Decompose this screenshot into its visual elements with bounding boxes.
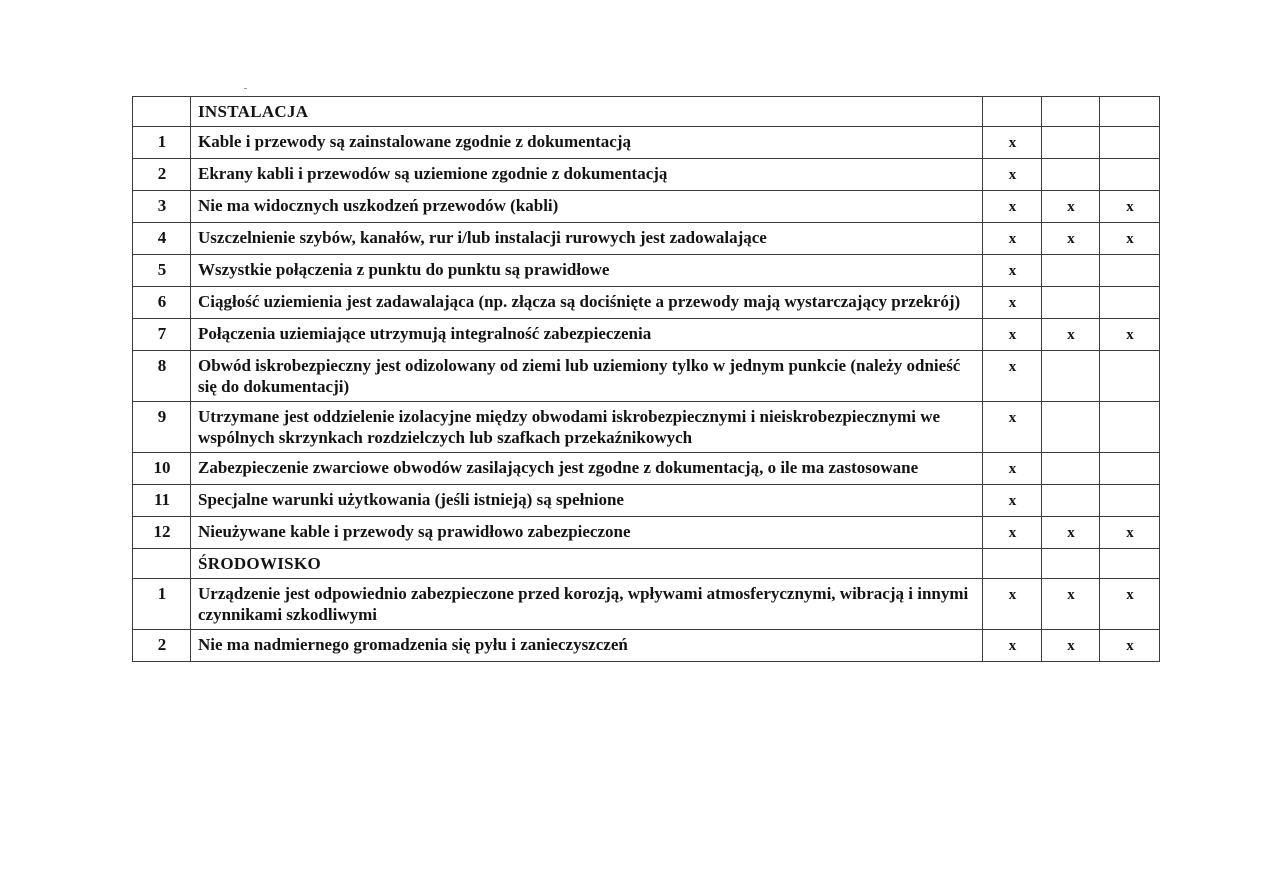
mark-cell-2 bbox=[1042, 127, 1100, 159]
inspection-checklist-table bbox=[132, 96, 1160, 662]
mark-cell-2 bbox=[1042, 579, 1100, 630]
item-number: 9 bbox=[133, 402, 191, 453]
mark-cell-1 bbox=[983, 159, 1042, 191]
check-mark: x bbox=[1126, 525, 1134, 541]
section-mark-cell bbox=[1042, 549, 1100, 579]
check-mark: x bbox=[1008, 638, 1017, 654]
item-description: Kable i przewody są zainstalowane zgodnie z dokumentacją bbox=[191, 127, 983, 159]
section-header-row bbox=[133, 549, 1160, 579]
checklist-row bbox=[133, 630, 1160, 662]
checklist-row bbox=[133, 159, 1160, 191]
mark-cell-1 bbox=[983, 517, 1042, 549]
section-header-row bbox=[133, 97, 1160, 127]
mark-cell-3 bbox=[1100, 255, 1160, 287]
mark-cell-1 bbox=[983, 351, 1042, 402]
item-number: 2 bbox=[133, 159, 191, 191]
checklist-row bbox=[133, 319, 1160, 351]
check-mark: x bbox=[1008, 525, 1017, 541]
mark-cell-2 bbox=[1042, 351, 1100, 402]
mark-cell-2 bbox=[1042, 402, 1100, 453]
section-mark-cell bbox=[983, 549, 1042, 579]
mark-cell-1 bbox=[983, 453, 1042, 485]
section-mark-cell bbox=[1100, 97, 1160, 127]
mark-cell-2 bbox=[1042, 255, 1100, 287]
mark-cell-3 bbox=[1100, 453, 1160, 485]
item-number: 6 bbox=[133, 287, 191, 319]
check-mark: x bbox=[1008, 410, 1017, 426]
mark-cell-1 bbox=[983, 287, 1042, 319]
mark-cell-1 bbox=[983, 127, 1042, 159]
item-description: Urządzenie jest odpowiednio zabezpieczone przed korozją, wpływami atmosferycznymi, wibracją i innymi czynnikami szkodliwymi bbox=[191, 579, 983, 630]
mark-cell-2 bbox=[1042, 517, 1100, 549]
item-number: 8 bbox=[133, 351, 191, 402]
check-mark: x bbox=[1008, 167, 1017, 183]
scan-speck bbox=[244, 88, 247, 89]
check-mark: x bbox=[1067, 231, 1075, 247]
item-number: 3 bbox=[133, 191, 191, 223]
mark-cell-1 bbox=[983, 579, 1042, 630]
checklist-row bbox=[133, 255, 1160, 287]
item-description: Specjalne warunki użytkowania (jeśli istnieją) są spełnione bbox=[191, 485, 983, 517]
item-description: Nie ma widocznych uszkodzeń przewodów (kabli) bbox=[191, 191, 983, 223]
check-mark: x bbox=[1126, 199, 1134, 215]
mark-cell-2 bbox=[1042, 319, 1100, 351]
section-title: ŚRODOWISKO bbox=[191, 549, 983, 579]
mark-cell-2 bbox=[1042, 159, 1100, 191]
check-mark: x bbox=[1008, 359, 1017, 375]
mark-cell-3 bbox=[1100, 630, 1160, 662]
check-mark: x bbox=[1126, 587, 1134, 603]
section-number-cell bbox=[133, 549, 191, 579]
item-description: Ekrany kabli i przewodów są uziemione zgodnie z dokumentacją bbox=[191, 159, 983, 191]
check-mark: x bbox=[1008, 493, 1017, 509]
item-number: 4 bbox=[133, 223, 191, 255]
mark-cell-3 bbox=[1100, 127, 1160, 159]
mark-cell-3 bbox=[1100, 485, 1160, 517]
check-mark: x bbox=[1008, 327, 1017, 343]
mark-cell-3 bbox=[1100, 402, 1160, 453]
item-number: 1 bbox=[133, 127, 191, 159]
check-mark: x bbox=[1008, 263, 1017, 279]
checklist-row bbox=[133, 485, 1160, 517]
item-number: 1 bbox=[133, 579, 191, 630]
checklist-row bbox=[133, 351, 1160, 402]
mark-cell-1 bbox=[983, 485, 1042, 517]
item-number: 2 bbox=[133, 630, 191, 662]
mark-cell-2 bbox=[1042, 223, 1100, 255]
section-mark-cell bbox=[983, 97, 1042, 127]
mark-cell-3 bbox=[1100, 319, 1160, 351]
section-mark-cell bbox=[1100, 549, 1160, 579]
mark-cell-3 bbox=[1100, 191, 1160, 223]
mark-cell-3 bbox=[1100, 579, 1160, 630]
check-mark: x bbox=[1126, 638, 1134, 654]
mark-cell-3 bbox=[1100, 351, 1160, 402]
check-mark: x bbox=[1067, 587, 1075, 603]
check-mark: x bbox=[1126, 327, 1134, 343]
check-mark: x bbox=[1008, 199, 1017, 215]
checklist-row bbox=[133, 579, 1160, 630]
item-description: Nieużywane kable i przewody są prawidłowo zabezpieczone bbox=[191, 517, 983, 549]
mark-cell-3 bbox=[1100, 223, 1160, 255]
item-number: 10 bbox=[133, 453, 191, 485]
mark-cell-2 bbox=[1042, 453, 1100, 485]
item-description: Obwód iskrobezpieczny jest odizolowany od ziemi lub uziemiony tylko w jednym punkcie (należy odnieść się do dokumentacji) bbox=[191, 351, 983, 402]
mark-cell-1 bbox=[983, 223, 1042, 255]
mark-cell-2 bbox=[1042, 191, 1100, 223]
mark-cell-1 bbox=[983, 319, 1042, 351]
mark-cell-2 bbox=[1042, 485, 1100, 517]
checklist-row bbox=[133, 287, 1160, 319]
section-mark-cell bbox=[1042, 97, 1100, 127]
mark-cell-3 bbox=[1100, 287, 1160, 319]
check-mark: x bbox=[1067, 525, 1075, 541]
item-description: Połączenia uziemiające utrzymują integralność zabezpieczenia bbox=[191, 319, 983, 351]
check-mark: x bbox=[1067, 638, 1075, 654]
check-mark: x bbox=[1067, 327, 1075, 343]
section-title: INSTALACJA bbox=[191, 97, 983, 127]
item-number: 12 bbox=[133, 517, 191, 549]
mark-cell-2 bbox=[1042, 287, 1100, 319]
checklist-row bbox=[133, 517, 1160, 549]
mark-cell-1 bbox=[983, 191, 1042, 223]
checklist-row bbox=[133, 453, 1160, 485]
mark-cell-1 bbox=[983, 402, 1042, 453]
item-number: 5 bbox=[133, 255, 191, 287]
mark-cell-3 bbox=[1100, 517, 1160, 549]
checklist-row bbox=[133, 191, 1160, 223]
checklist-body bbox=[133, 97, 1160, 662]
item-description: Utrzymane jest oddzielenie izolacyjne między obwodami iskrobezpiecznymi i nieiskrobezpiecznymi we wspólnych skrzynkach rozdzielczych lub szafkach przekaźnikowych bbox=[191, 402, 983, 453]
item-description: Uszczelnienie szybów, kanałów, rur i/lub instalacji rurowych jest zadowalające bbox=[191, 223, 983, 255]
mark-cell-1 bbox=[983, 255, 1042, 287]
item-description: Zabezpieczenie zwarciowe obwodów zasilających jest zgodne z dokumentacją, o ile ma zastosowane bbox=[191, 453, 983, 485]
checklist-row bbox=[133, 223, 1160, 255]
item-description: Ciągłość uziemienia jest zadawalająca (np. złącza są dociśnięte a przewody mają wystarczający przekrój) bbox=[191, 287, 983, 319]
checklist-row bbox=[133, 127, 1160, 159]
item-number: 11 bbox=[133, 485, 191, 517]
check-mark: x bbox=[1008, 231, 1017, 247]
check-mark: x bbox=[1008, 295, 1017, 311]
mark-cell-2 bbox=[1042, 630, 1100, 662]
mark-cell-3 bbox=[1100, 159, 1160, 191]
check-mark: x bbox=[1126, 231, 1134, 247]
mark-cell-1 bbox=[983, 630, 1042, 662]
check-mark: x bbox=[1008, 135, 1017, 151]
item-description: Wszystkie połączenia z punktu do punktu są prawidłowe bbox=[191, 255, 983, 287]
check-mark: x bbox=[1067, 199, 1075, 215]
checklist-row bbox=[133, 402, 1160, 453]
check-mark: x bbox=[1008, 461, 1017, 477]
check-mark: x bbox=[1008, 587, 1017, 603]
section-number-cell bbox=[133, 97, 191, 127]
item-description: Nie ma nadmiernego gromadzenia się pyłu i zanieczyszczeń bbox=[191, 630, 983, 662]
item-number: 7 bbox=[133, 319, 191, 351]
